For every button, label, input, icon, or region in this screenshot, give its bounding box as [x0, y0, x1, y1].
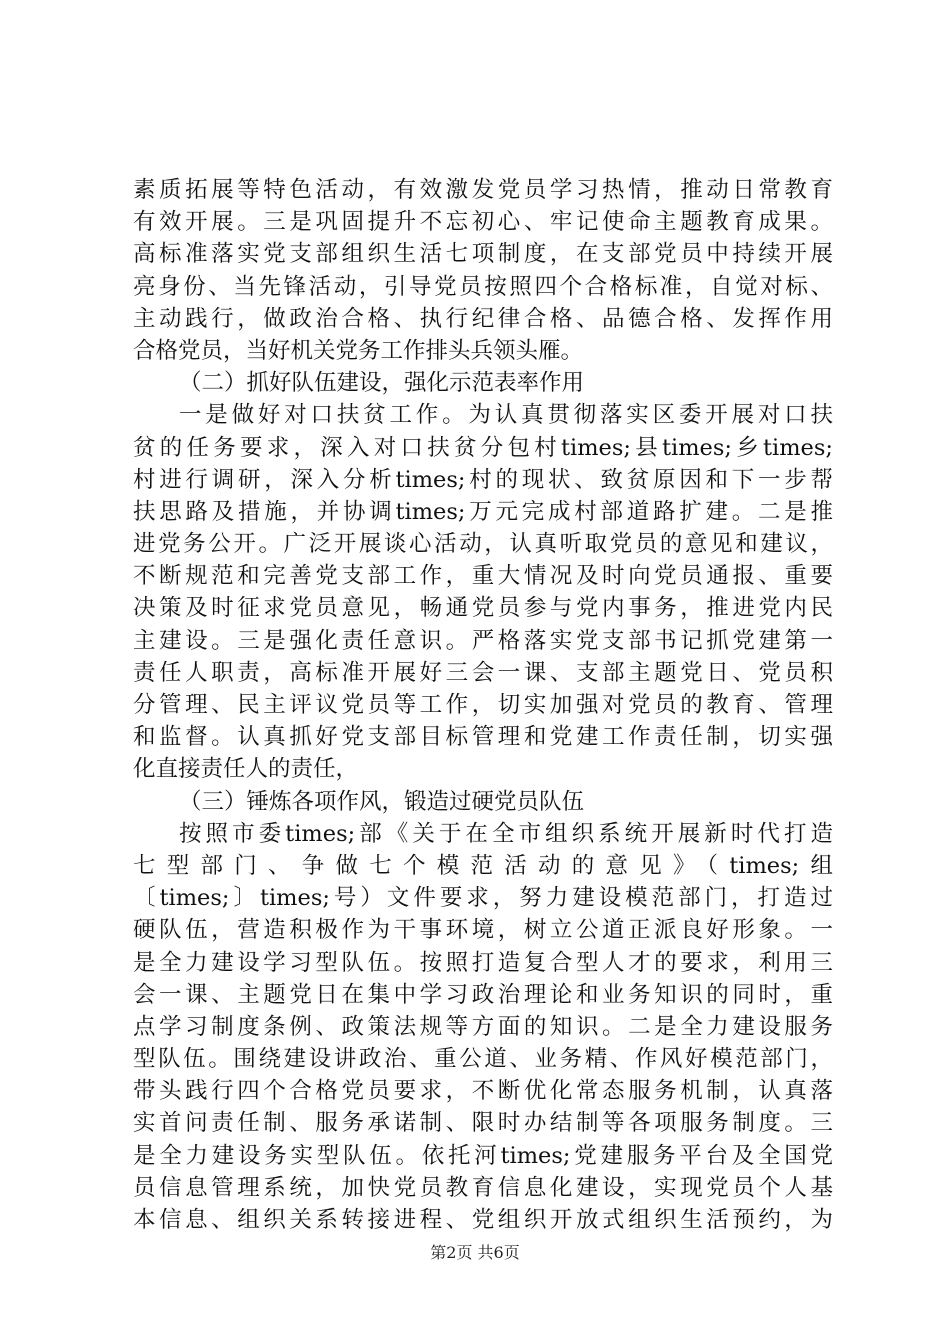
- text-line: 〔times;〕times;号）文件要求，努力建设模范部门，打造过: [133, 885, 833, 912]
- text-line: 高标准落实党支部组织生活七项制度，在支部党员中持续开展: [133, 241, 833, 268]
- text-line: 员信息管理系统，加快党员教育信息化建设，实现党员个人基: [133, 1174, 833, 1201]
- text-line: 亮身份、当先锋活动，引导党员按照四个合格标准，自觉对标、: [133, 273, 833, 300]
- text-line: 合格党员，当好机关党务工作排头兵领头雁。: [133, 337, 584, 364]
- text-line: 村进行调研，深入分析times;村的现状、致贫原因和下一步帮: [133, 466, 833, 493]
- text-line: 进党务公开。广泛开展谈心活动，认真听取党员的意见和建议，: [133, 531, 833, 558]
- text-line: 硬队伍，营造积极作为干事环境，树立公道正派良好形象。一: [133, 917, 833, 944]
- text-line: 是全力建设学习型队伍。按照打造复合型人才的要求，利用三: [133, 949, 833, 976]
- text-line: 点学习制度条例、政策法规等方面的知识。二是全力建设服务: [133, 1013, 833, 1040]
- section-heading: （二）抓好队伍建设，强化示范表率作用: [179, 370, 585, 397]
- text-line: 决策及时征求党员意见，畅通党员参与党内事务，推进党内民: [133, 595, 833, 622]
- section-heading: （三）锤炼各项作风，锻造过硬党员队伍: [179, 788, 585, 815]
- text-line: 有效开展。三是巩固提升不忘初心、牢记使命主题教育成果。: [133, 209, 833, 236]
- text-line: 化直接责任人的责任，: [133, 756, 359, 783]
- text-line: 主建设。三是强化责任意识。严格落实党支部书记抓党建第一: [133, 627, 833, 654]
- text-line: 七型部门、争做七个模范活动的意见》（times;组: [133, 852, 833, 879]
- text-line: 会一课、主题党日在集中学习政治理论和业务知识的同时，重: [133, 981, 833, 1008]
- text-line: 责任人职责，高标准开展好三会一课、支部主题党日、党员积: [133, 659, 833, 686]
- document-body: [133, 174, 833, 1236]
- text-line: 和监督。认真抓好党支部目标管理和党建工作责任制，切实强: [133, 724, 833, 751]
- text-line: 型队伍。围绕建设讲政治、重公道、业务精、作风好模范部门，: [133, 1046, 833, 1073]
- text-line: 分管理、民主评议党员等工作，切实加强对党员的教育、管理: [133, 692, 833, 718]
- text-line: 按照市委times;部《关于在全市组织系统开展新时代打造: [179, 820, 833, 847]
- text-line: 一是做好对口扶贫工作。为认真贯彻落实区委开展对口扶: [179, 402, 833, 429]
- text-line: 是全力建设务实型队伍。依托河times;党建服务平台及全国党: [133, 1142, 833, 1169]
- text-line: 主动践行，做政治合格、执行纪律合格、品德合格、发挥作用: [133, 305, 833, 332]
- text-line: 扶思路及措施，并协调times;万元完成村部道路扩建。二是推: [133, 498, 833, 525]
- text-line: 本信息、组织关系转接进程、党组织开放式组织生活预约，为: [133, 1207, 833, 1233]
- text-line: 素质拓展等特色活动，有效激发党员学习热情，推动日常教育: [133, 177, 833, 203]
- text-line: 不断规范和完善党支部工作，重大情况及时向党员通报、重要: [133, 563, 833, 590]
- text-line: 实首问责任制、服务承诺制、限时办结制等各项服务制度。三: [133, 1110, 833, 1137]
- text-line: 带头践行四个合格党员要求，不断优化常态服务机制，认真落: [133, 1078, 833, 1105]
- page-number: 第2页 共6页: [430, 1243, 520, 1262]
- text-line: 贫的任务要求，深入对口扶贫分包村times;县times;乡times;: [133, 434, 833, 461]
